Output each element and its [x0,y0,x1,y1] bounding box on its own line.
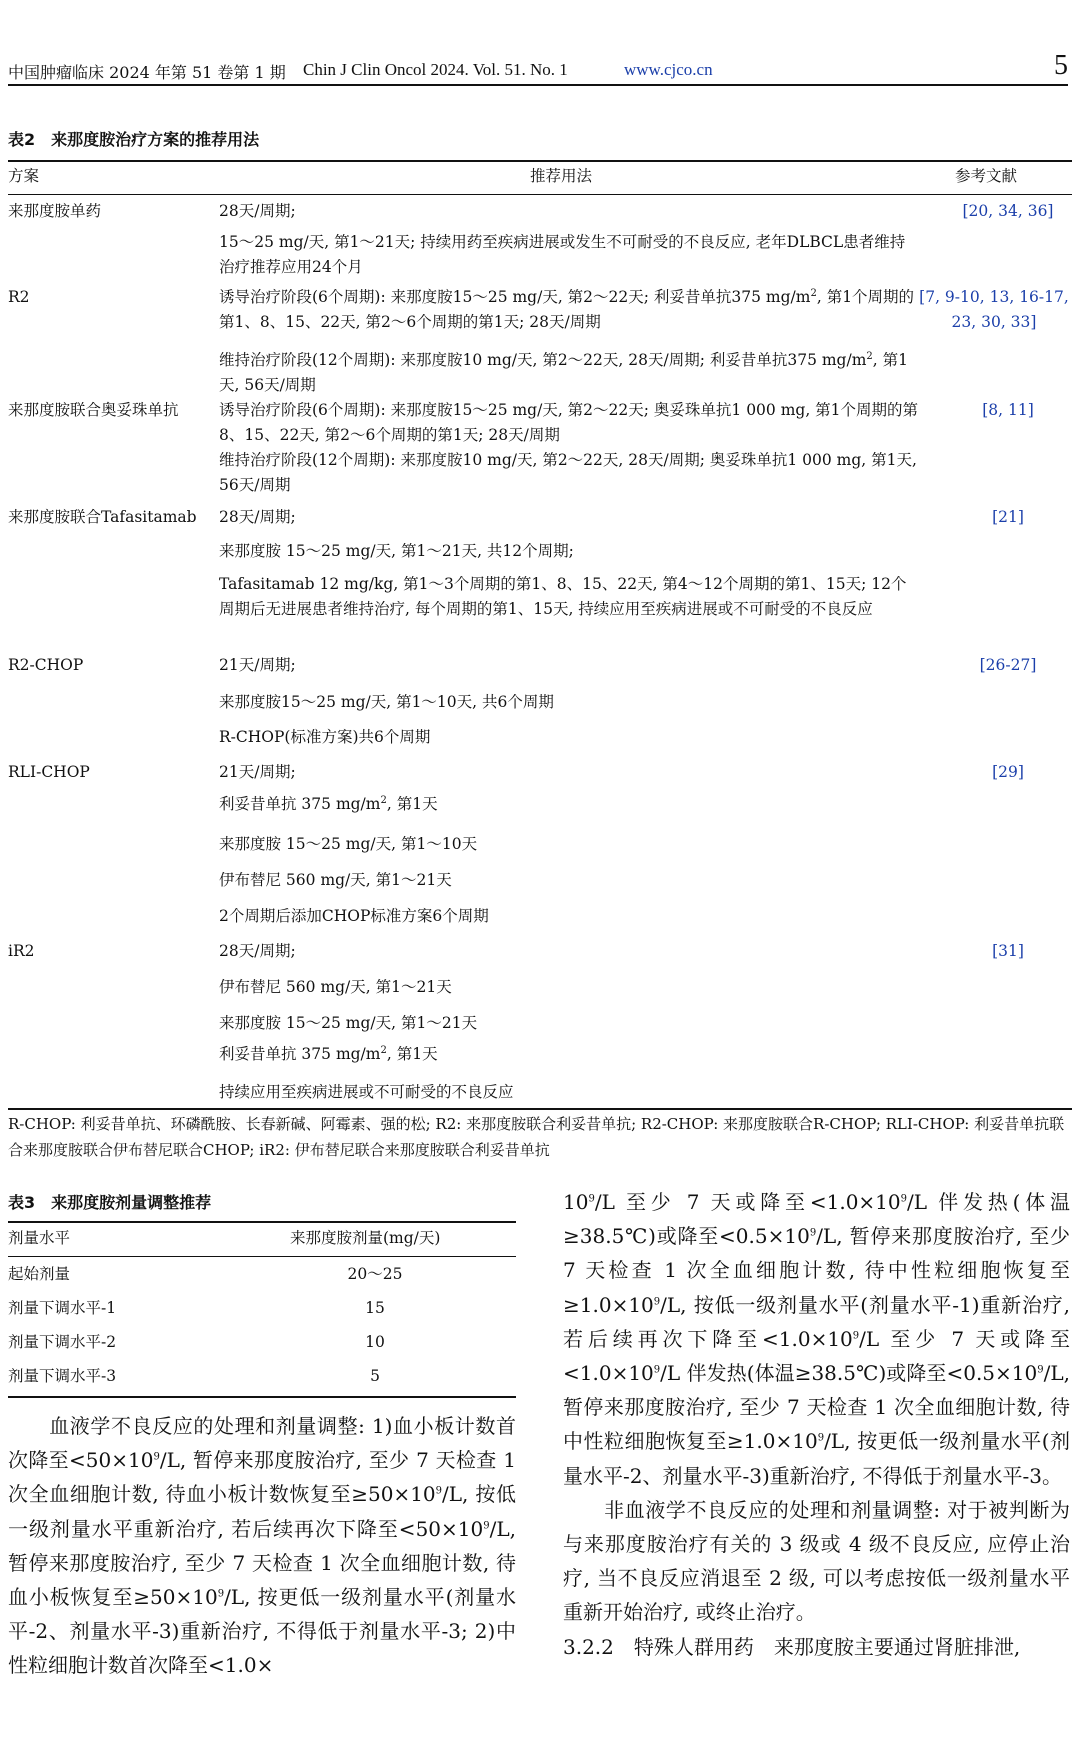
table3-dose-cell: 20～25 [347,1265,403,1283]
table3-number: 表3 [8,1193,36,1212]
header-divider [8,84,1068,86]
table2-usage-line: 28天/周期; [219,942,296,960]
table2-scheme-rli-chop: RLI-CHOP [8,763,90,781]
table2-ref-link[interactable]: [8, 11] [982,401,1034,419]
table2-usage-line: 伊布替尼 560 mg/天, 第1～21天 [219,871,452,889]
table2-ref-link[interactable]: [7, 9-10, 13, 16-17, 23, 30, 33] [919,288,1069,331]
table3-dose-cell: 5 [370,1367,380,1385]
table3-header-dose: 来那度胺剂量(mg/天) [290,1229,441,1247]
table2-scheme-r2-chop: R2-CHOP [8,656,84,674]
table2-usage-line: 维持治疗阶段(12个周期): 来那度胺10 mg/天, 第2～22天, 28天/周期; 奥妥珠单抗1 000 mg, 第1天, 56天/周期 [219,451,917,494]
table2-usage-line: 21天/周期; [219,763,296,781]
table2-usage-line: 诱导治疗阶段(6个周期): 来那度胺15～25 mg/天, 第2～22天; 奥妥珠单抗1 000 mg, 第1个周期的第8、15、22天, 第2～6个周期的第1天; 28天/周期 [219,401,919,444]
table3-header-rule [8,1256,516,1257]
table3-level-cell: 起始剂量 [8,1265,71,1283]
table2-header-ref: 参考文献 [955,167,1018,185]
body-paragraph: $10^9/L$ 至少 7 天或降至$<1.0\times 10^9/L$ 伴发热(体温≥38.5℃)或降至$<0.5\times 10^9/L$, 暂停来那度胺治疗, 至少 7 天检查 1 次全血细胞计数, 待中性粒细胞恢复至$\ge 1.0\times 10^9/L$, 按低一级剂量水平(剂量水平-1)重新治疗, 若后续再次下降至$<1.0\times 10^9/L$ 至少 7 天或降至$<1.0\times 10^9/L$ 伴发热(体温≥38.5℃)或降至$<0.5\times 10^9/L$, 暂停来那度胺治疗, 至少 7 天检查 1 次全血细胞计数, 待中性粒细胞恢复至$\ge 1.0\times 10^9/L$, 按更低一级剂量水平(剂量水平-2、剂量水平-3)重新治疗, 不得低于剂量水平-3。 [563,1190,1071,1488]
table2-bottom-rule [8,1108,1072,1110]
table2-title: 来那度胺治疗方案的推荐用法 [51,130,260,149]
table2-usage-line: R-CHOP(标准方案)共6个周期 [219,728,431,746]
table3-caption [8,1190,211,1213]
table2-header-rule [8,194,1072,195]
table2-header-scheme: 方案 [8,167,40,185]
table2-usage-line: 28天/周期; [219,508,296,526]
table2-caption [8,127,259,150]
table2-usage-line: 2个周期后添加CHOP标准方案6个周期 [219,907,489,925]
journal-title-cn: 中国肿瘤临床 2024 年第 51 卷第 1 期 [8,63,286,82]
table2-ref-link[interactable]: [20, 34, 36] [962,202,1054,220]
table3-header-level: 剂量水平 [8,1229,71,1247]
table2-scheme-obinutuzumab: 来那度胺联合奥妥珠单抗 [8,401,179,419]
table2-usage-line: Tafasitamab 12 mg/kg, 第1～3个周期的第1、8、15、22天, 第4～12个周期的第1、15天; 12个周期后无进展患者维持治疗, 每个周期的第1、15天, 持续应用至疾病进展或不可耐受的不良反应 [219,575,907,618]
table2-usage-line: 15～25 mg/天, 第1～21天; 持续用药至疾病进展或发生不可耐受的不良反应, 老年DLBCL患者维持治疗推荐应用24个月 [219,233,906,276]
table2-usage-line: 利妥昔单抗 375 $mg/m^2$, 第1天 [219,1044,438,1063]
table2-ref-link[interactable]: [21] [992,508,1024,526]
table3-top-rule [8,1221,516,1223]
table2-usage-line: 来那度胺 15～25 mg/天, 第1～21天 [219,1014,478,1032]
body-right-column [563,1185,1070,1664]
table2-footnote: R-CHOP: 利妥昔单抗、环磷酰胺、长春新碱、阿霉素、强的松; R2: 来那度胺联合利妥昔单抗; R2-CHOP: 来那度胺联合R-CHOP; RLI-CHOP: 利妥昔单抗联合来那度胺联合伊布替尼联合CHOP; iR2: 伊布替尼联合来那度胺联合利妥昔单抗 [8,1115,1065,1159]
table2-usage-line: 来那度胺 15～25 mg/天, 第1～21天, 共12个周期; [219,542,574,560]
table2-usage-line: 来那度胺15～25 mg/天, 第1～10天, 共6个周期 [219,693,554,711]
table3-level-cell: 剂量下调水平-2 [8,1333,117,1351]
table2-usage-line: 来那度胺 15～25 mg/天, 第1～10天 [219,835,478,853]
table2-usage-line: 持续应用至疾病进展或不可耐受的不良反应 [219,1083,514,1101]
table2-usage-line: 诱导治疗阶段(6个周期): 来那度胺15～25 mg/天, 第2～22天; 利妥昔单抗375 $mg/m^2$, 第1个周期的第1、8、15、22天, 第2～6个周期的第1天; 28天/周期 [219,287,915,331]
table2-header-usage: 推荐用法 [530,167,593,185]
table3-bottom-rule [8,1396,516,1398]
section-heading-3-2-2: 3.2.2 特殊人群用药 来那度胺主要通过肾脏排泄, [563,1634,1021,1659]
table2-ref-link[interactable]: [26-27] [979,656,1037,674]
body-left-column [8,1409,516,1683]
table2-top-rule [8,160,1072,162]
table2-usage-line: 维持治疗阶段(12个周期): 来那度胺10 mg/天, 第2～22天, 28天/周期; 利妥昔单抗375 $mg/m^2$, 第1天, 56天/周期 [219,350,908,394]
table3-level-cell: 剂量下调水平-3 [8,1367,117,1385]
table3-dose-cell: 15 [365,1299,385,1317]
running-header [8,50,1068,84]
table2-usage-line: 21天/周期; [219,656,296,674]
body-paragraph: 血液学不良反应的处理和剂量调整: 1)血小板计数首次降至$<50\times 10^9/L$, 暂停来那度胺治疗, 至少 7 天检查 1 次全血细胞计数, 待血小板计数恢复至$\ge 50\times 10^9/L$, 按低一级剂量水平重新治疗, 若后续再次下降至$<50\times 10^9/L$, 暂停来那度胺治疗, 至少 7 天检查 1 次全血细胞计数, 待血小板恢复至$\ge 50\times 10^9/L$, 按更低一级剂量水平(剂量水平-2、剂量水平-3)重新治疗, 不得低于剂量水平-3; 2)中性粒细胞计数首次降至<1.0× [8,1414,517,1678]
table2-scheme-mono: 来那度胺单药 [8,202,102,220]
table2-usage-line: 利妥昔单抗 375 $mg/m^2$, 第1天 [219,794,438,813]
table3-level-cell: 剂量下调水平-1 [8,1299,117,1317]
body-paragraph: 非血液学不良反应的处理和剂量调整: 对于被判断为与来那度胺治疗有关的 3 级或 4 级不良反应, 应停止治疗, 当不良反应消退至 2 级, 可以考虑按低一级剂量水平重新开始治疗, 或终止治疗。 [563,1497,1070,1625]
table3-dose-cell: 10 [365,1333,385,1351]
table2-scheme-r2: R2 [8,288,30,306]
journal-url-link[interactable]: www.cjco.cn [624,60,713,79]
table2-scheme-tafasitamab: 来那度胺联合Tafasitamab [8,508,197,526]
table2-ref-link[interactable]: [31] [992,942,1024,960]
table2-ref-link[interactable]: [29] [992,763,1024,781]
table2-usage-line: 伊布替尼 560 mg/天, 第1～21天 [219,978,452,996]
table3-title: 来那度胺剂量调整推荐 [51,1193,212,1212]
journal-title-en: Chin J Clin Oncol 2024. Vol. 51. No. 1 [303,60,568,79]
page-number: 5 [1054,50,1068,81]
table2-number: 表2 [8,130,36,149]
table2-scheme-ir2: iR2 [8,942,35,960]
table2-usage-line: 28天/周期; [219,202,296,220]
